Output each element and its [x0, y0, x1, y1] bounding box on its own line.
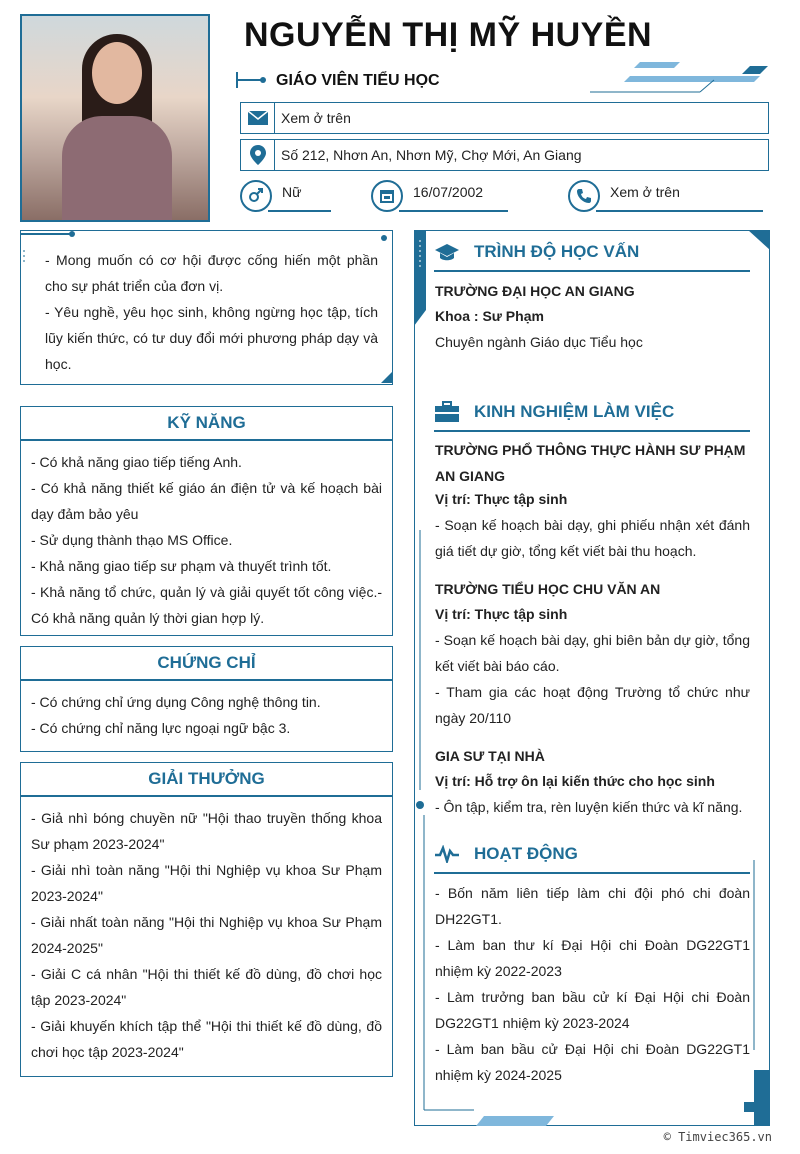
award-item: - Giải khuyến khích tập thể "Hội thi thiết kế đồ dùng, đồ chơi học tập 2023-2024" — [31, 1018, 382, 1060]
gender-value: Nữ — [268, 180, 331, 212]
award-item: - Giải C cá nhân "Hội thi thiết kế đồ dùng, đồ chơi học tập 2023-2024" — [31, 966, 382, 1008]
education-school: TRƯỜNG ĐẠI HỌC AN GIANG — [435, 283, 635, 299]
job-detail: - Ôn tập, kiểm tra, rèn luyện kiến thức và kĩ năng. — [435, 799, 743, 815]
activity-item: - Làm ban bầu cử Đại Hội chi Đoàn DG22GT1 nhiệm kỳ 2024-2025 — [435, 1041, 750, 1083]
skill-item: - Có khả năng giao tiếp tiếng Anh. — [31, 454, 242, 470]
education-major: Chuyên ngành Giáo dục Tiểu học — [435, 334, 643, 350]
certificate-item: - Có chứng chỉ ứng dụng Công nghệ thông tin. — [31, 694, 321, 710]
job-detail: - Tham gia các hoạt động Trường tổ chức như ngày 20/110 — [435, 684, 750, 726]
activity-item: - Làm ban thư kí Đại Hội chi Đoàn DG22GT1 nhiệm kỳ 2022-2023 — [435, 937, 750, 979]
job-detail: - Soạn kế hoạch bài dạy, ghi biên bản dự giờ, tổng kết viết bài báo cáo. — [435, 632, 750, 674]
award-item: - Giải nhì toàn năng "Hội thi Nghiệp vụ khoa Sư Phạm 2023-2024" — [31, 862, 382, 904]
certificate-item: - Có chứng chỉ năng lực ngoại ngữ bậc 3. — [31, 720, 291, 736]
career-objective — [20, 230, 393, 385]
gender-item — [240, 178, 331, 212]
phone-item — [568, 178, 763, 212]
job-detail: - Soạn kế hoạch bài dạy, ghi phiếu nhận xét đánh giá tiết dự giờ, tổng kết viết bài thu hoạch. — [435, 517, 750, 559]
awards-section — [20, 762, 393, 1077]
birthday-value: 16/07/2002 — [399, 180, 508, 212]
activities-heading-row — [434, 836, 750, 874]
objective-decoration — [20, 230, 393, 385]
education-faculty: Khoa : Sư Phạm — [435, 308, 544, 324]
mail-icon — [241, 103, 275, 133]
location-icon — [241, 140, 275, 170]
award-item: - Giả nhì bóng chuyền nữ "Hội thao truyền thống khoa Sư phạm 2023-2024" — [31, 810, 382, 852]
education-heading-row — [434, 234, 750, 272]
skill-item: - Khả năng tổ chức, quản lý và giải quyết tốt công việc.- Có khả năng quản lý thời gian hợp lý. — [31, 584, 382, 626]
job-title: GIÁO VIÊN TIỂU HỌC — [276, 72, 440, 89]
experience-heading-row — [434, 394, 750, 432]
title-dot — [260, 77, 266, 83]
briefcase-icon — [434, 401, 464, 423]
footer-credit: © Timviec365.vn — [663, 1130, 772, 1144]
candidate-name: NGUYỄN THỊ MỸ HUYỀN — [244, 16, 653, 54]
skills-heading: KỸ NĂNG — [21, 407, 392, 441]
graduation-cap-icon — [434, 242, 464, 262]
objective-line: - Mong muốn có cơ hội được cống hiến một phần cho sự phát triển của đơn vị. — [45, 252, 378, 294]
address-row — [240, 139, 769, 171]
activities-heading: HOẠT ĐỘNG — [474, 844, 578, 863]
address-value: Số 212, Nhơn An, Nhơn Mỹ, Chợ Mới, An Giang — [281, 147, 582, 163]
pulse-icon — [434, 845, 464, 863]
award-item: - Giải nhất toàn năng "Hội thi Nghiệp vụ khoa Sư Phạm 2024-2025" — [31, 914, 382, 956]
header-decoration — [590, 62, 770, 98]
certificates-heading: CHỨNG CHỈ — [21, 647, 392, 681]
job-company: GIA SƯ TẠI NHÀ — [435, 748, 545, 764]
education-heading: TRÌNH ĐỘ HỌC VẤN — [474, 242, 640, 261]
birthday-item — [371, 178, 508, 212]
experience-heading: KINH NGHIỆM LÀM VIỆC — [474, 402, 675, 421]
email-value: Xem ở trên — [281, 110, 351, 126]
activity-item: - Bốn năm liên tiếp làm chi đội phó chi đoàn DH22GT1. — [435, 885, 750, 927]
job-company: TRƯỜNG PHỔ THÔNG THỰC HÀNH SƯ PHẠM AN GIANG — [435, 442, 746, 484]
skill-item: - Sử dụng thành thạo MS Office. — [31, 532, 233, 548]
skill-item: - Có khả năng thiết kế giáo án điện tử và kế hoạch bài dạy đảm bảo yêu — [31, 480, 382, 522]
email-row — [240, 102, 769, 134]
skill-item: - Khả năng giao tiếp sư phạm và thuyết trình tốt. — [31, 558, 332, 574]
certificates-section — [20, 646, 393, 752]
job-company: TRƯỜNG TIỂU HỌC CHU VĂN AN — [435, 581, 661, 597]
objective-line: - Yêu nghề, yêu học sinh, không ngừng học tập, tích lũy kiến thức, có tư duy đổi mới phương pháp dạy và học. — [45, 304, 378, 372]
skills-section — [20, 406, 393, 636]
activity-item: - Làm trưởng ban bầu cử kí Đại Hội chi Đoàn DG22GT1 nhiệm kỳ 2023-2024 — [435, 989, 750, 1031]
awards-heading: GIẢI THƯỞNG — [21, 763, 392, 797]
job-position: Vị trí: Thực tập sinh — [435, 491, 568, 507]
profile-photo — [20, 14, 210, 222]
job-position: Vị trí: Hỗ trợ ôn lại kiến thức cho học sinh — [435, 773, 715, 789]
phone-value: Xem ở trên — [596, 180, 763, 212]
job-position: Vị trí: Thực tập sinh — [435, 606, 568, 622]
